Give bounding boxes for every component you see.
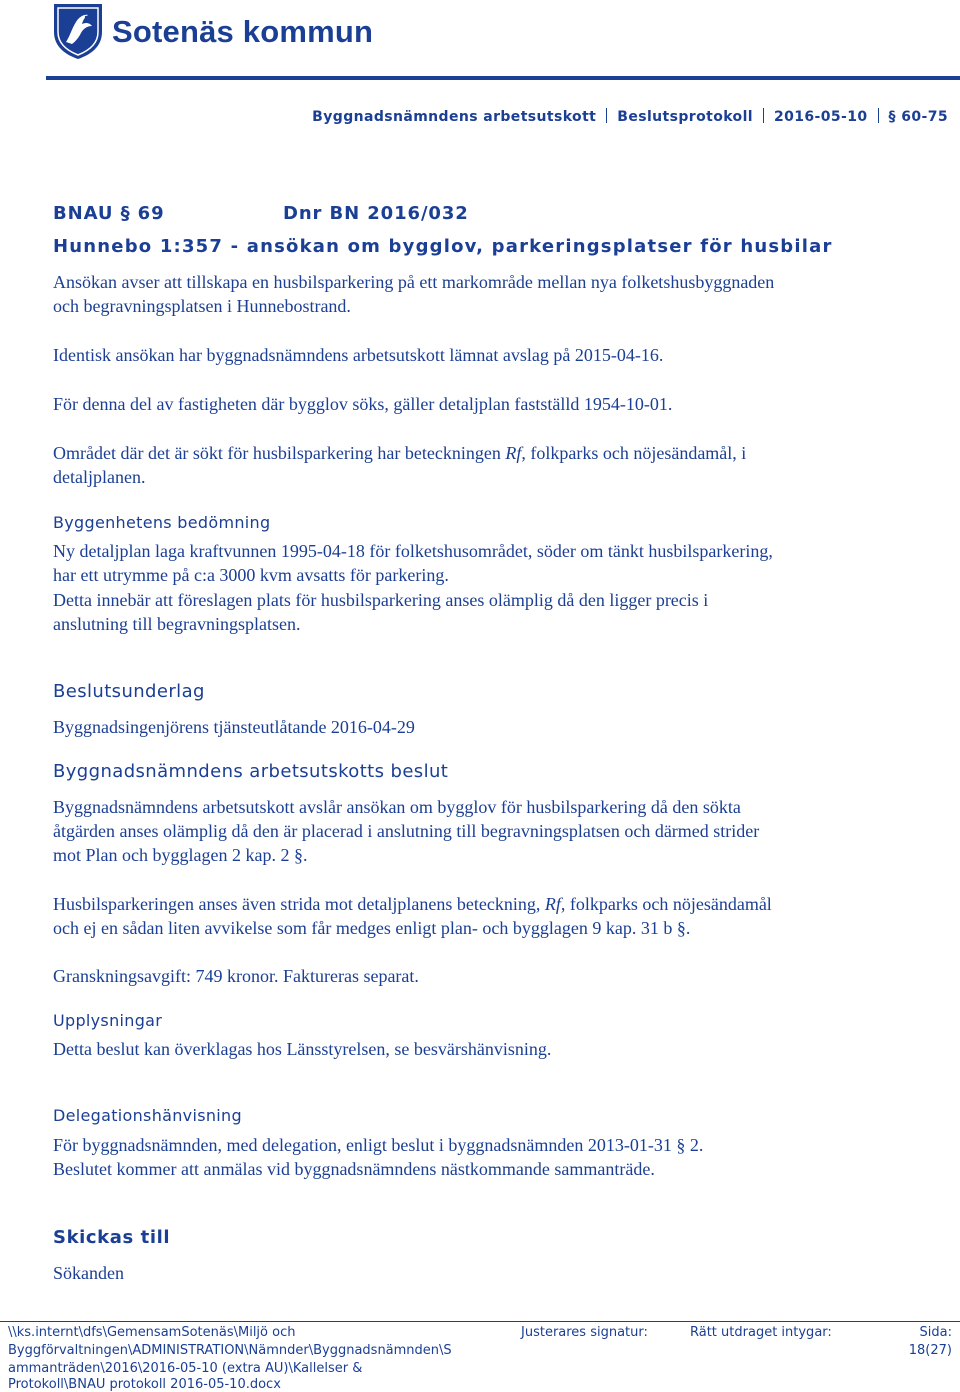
case-number-line (53, 203, 469, 224)
intro-p4-line2: detaljplanen. (53, 467, 146, 487)
decision-heading: Byggnadsnämndens arbetsutskotts beslut (53, 761, 449, 782)
case-para-symbol: § (120, 203, 131, 224)
header-date: 2016-05-10 (773, 109, 868, 125)
decision-p1-line3: mot Plan och bygglagen 2 kap. 2 §. (53, 845, 308, 865)
case-bnau: BNAU (53, 203, 114, 224)
header-separator (878, 108, 879, 123)
footer-signature-label: Justerares signatur: (521, 1325, 648, 1340)
decision-p2-rf: Rf (544, 894, 561, 914)
info-text: Detta beslut kan överklagas hos Länsstyrelsen, se besvärshänvisning. (53, 1039, 552, 1059)
footer-rule (0, 1321, 960, 1322)
decision-p2-line1 (53, 892, 772, 916)
header-doc-type: Beslutsprotokoll (617, 109, 753, 125)
send-to-recipient: Sökanden (53, 1263, 124, 1283)
case-title: Hunnebo 1:357 - ansökan om bygglov, parkeringsplatser för husbilar (53, 236, 833, 257)
assessment-line1: Ny detaljplan laga kraftvunnen 1995-04-18 för folketshusområdet, söder om tänkt husbilsparkering, (53, 541, 773, 561)
header-separator (606, 108, 607, 123)
intro-p1-line2: och begravningsplatsen i Hunnebostrand. (53, 296, 351, 316)
footer-page-value: 18(27) (908, 1343, 952, 1358)
info-heading: Upplysningar (53, 1011, 163, 1030)
footer-path-line3: ammanträden\2016\2016-05-10 (extra AU)\Kallelser & (8, 1361, 363, 1376)
delegation-line2: Beslutet kommer att anmälas vid byggnadsnämndens nästkommande sammanträde. (53, 1159, 655, 1179)
assessment-heading: Byggenhetens bedömning (53, 513, 271, 532)
basis-text: Byggnadsingenjörens tjänsteutlåtande 2016-04-29 (53, 717, 415, 737)
intro-p4-a: Området där det är sökt för husbilsparkering har beteckningen (53, 443, 506, 463)
delegation-heading: Delegationshänvisning (53, 1106, 242, 1125)
intro-p2: Identisk ansökan har byggnadsnämndens arbetsutskott lämnat avslag på 2015-04-16. (53, 345, 664, 365)
running-header (312, 108, 948, 125)
delegation-line1: För byggnadsnämnden, med delegation, enligt beslut i byggnadsnämnden 2013-01-31 § 2. (53, 1135, 704, 1155)
header-committee: Byggnadsnämndens arbetsutskott (312, 109, 597, 125)
footer-path-line2: Byggförvaltningen\ADMINISTRATION\Nämnder\Byggnadsnämnden\S (8, 1343, 452, 1358)
header-separator (763, 108, 764, 123)
intro-p3: För denna del av fastigheten där bygglov söks, gäller detaljplan fastställd 1954-10-01. (53, 394, 673, 414)
logo (52, 2, 104, 65)
assessment-line4: anslutning till begravningsplatsen. (53, 614, 301, 634)
header-para-range: 60-75 (901, 109, 948, 125)
case-para-no: 69 (137, 203, 165, 224)
logo-text: Sotenäs kommun (112, 14, 374, 49)
assessment-line2: har ett utrymme på c:a 3000 kvm avsatts för parkering. (53, 565, 449, 585)
intro-p1-line1: Ansökan avser att tillskapa en husbilsparkering på ett markområde mellan nya folketshusbyggnaden (53, 272, 775, 292)
decision-p2-line2: och ej en sådan liten avvikelse som får medges enligt plan- och bygglagen 9 kap. 31 b §. (53, 918, 691, 938)
send-to-heading: Skickas till (53, 1227, 171, 1248)
decision-p2-c: , folkparks och nöjesändamål (560, 894, 772, 914)
decision-p1-line2: åtgärden anses olämplig då den är placerad i anslutning till begravningsplatsen och därmed strider (53, 821, 760, 841)
header-para-symbol: § (888, 109, 896, 125)
footer-path-line1: \\ks.internt\dfs\GemensamSotenäs\Miljö och (8, 1325, 296, 1340)
decision-p2-a: Husbilsparkeringen anses även strida mot detaljplanens beteckning, (53, 894, 545, 914)
header-rule (46, 76, 960, 80)
decision-p1-line1: Byggnadsnämndens arbetsutskott avslår ansökan om bygglov för husbilsparkering då den sökta (53, 797, 741, 817)
decision-fee: Granskningsavgift: 749 kronor. Faktureras separat. (53, 966, 419, 986)
intro-p4-rf: Rf (505, 443, 522, 463)
basis-heading: Beslutsunderlag (53, 681, 205, 702)
footer-extract-label: Rätt utdraget intygar: (690, 1325, 832, 1340)
footer-page-label: Sida: (919, 1325, 952, 1340)
intro-p4-c: , folkparks och nöjesändamål, i (521, 443, 747, 463)
intro-p4-line1 (53, 441, 746, 465)
footer-path-line4: Protokoll\BNAU protokoll 2016-05-10.docx (8, 1377, 281, 1392)
assessment-line3: Detta innebär att föreslagen plats för husbilsparkering anses olämplig då den ligger precis i (53, 590, 709, 610)
case-dnr: Dnr BN 2016/032 (283, 203, 469, 224)
coat-of-arms-icon (52, 2, 104, 60)
